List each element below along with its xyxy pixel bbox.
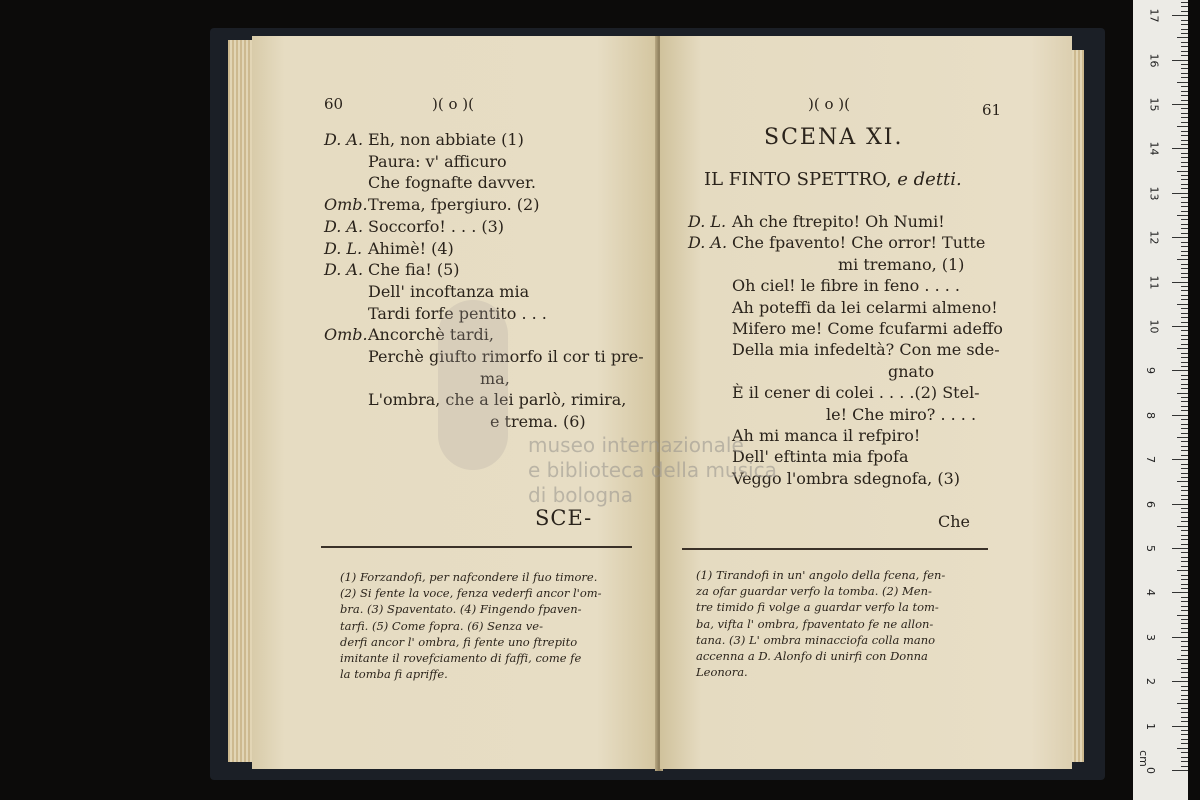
ruler-tick xyxy=(1181,734,1188,735)
ruler-tick xyxy=(1181,29,1188,30)
ruler-tick xyxy=(1172,60,1188,61)
verse-line: Soccorfo! . . . (3) xyxy=(368,216,505,236)
verse-line: Paura: v' afficuro xyxy=(368,151,507,171)
ruler-tick xyxy=(1172,104,1188,105)
ruler-tick xyxy=(1181,477,1188,478)
footnote-line: tana. (3) L' ombra minacciofa colla mano xyxy=(696,632,936,647)
ruler-tick xyxy=(1181,379,1188,380)
footnote-line: bra. (3) Spaventato. (4) Fingendo fpaven- xyxy=(340,602,582,617)
ruler-number: 7 xyxy=(1144,456,1157,464)
footnote-line: za ofar guardar verfo la tomba. (2) Men- xyxy=(696,584,932,599)
footnote-line: derfi ancor l' ombra, fi fente uno ftrepito xyxy=(340,634,578,649)
ruler-tick xyxy=(1172,326,1188,327)
ruler-number: 12 xyxy=(1147,230,1161,245)
ruler-tick xyxy=(1181,743,1188,744)
ruler-tick xyxy=(1181,268,1188,269)
ruler-tick xyxy=(1181,690,1188,691)
ruler-tick xyxy=(1181,166,1188,167)
ruler-tick xyxy=(1177,526,1188,527)
ruler-number: 5 xyxy=(1144,545,1157,552)
ruler-tick xyxy=(1181,162,1188,163)
ruler-tick xyxy=(1181,188,1188,189)
ruler-tick xyxy=(1177,393,1188,394)
ruler-tick xyxy=(1181,628,1188,629)
catchword: SCE- xyxy=(535,506,593,530)
ruler-tick xyxy=(1172,592,1188,593)
ruler-tick xyxy=(1181,2,1188,3)
ruler-tick xyxy=(1181,606,1188,607)
ruler-tick xyxy=(1181,91,1188,92)
ruler-tick xyxy=(1172,237,1188,238)
ruler-number: 3 xyxy=(1144,633,1157,641)
ruler-unit: cm xyxy=(1136,750,1150,767)
watermark-line-2: e biblioteca della musica xyxy=(528,458,777,482)
footnote-line: (2) Si fente la voce, fenza vederfi ancor l'om- xyxy=(340,586,602,601)
ruler-tick xyxy=(1181,211,1188,212)
ruler-tick xyxy=(1181,197,1188,198)
verse-line: Ah che ftrepito! Oh Numi! xyxy=(732,212,945,231)
ruler-tick xyxy=(1177,703,1188,704)
ruler-tick xyxy=(1181,539,1188,540)
ruler-tick xyxy=(1181,46,1188,47)
ruler-tick xyxy=(1181,24,1188,25)
ruler-tick xyxy=(1177,748,1188,749)
ruler-tick xyxy=(1181,677,1188,678)
ruler-tick xyxy=(1181,699,1188,700)
footnote-line: Leonora. xyxy=(696,665,748,680)
ruler-tick xyxy=(1181,357,1188,358)
ruler-tick xyxy=(1177,82,1188,83)
ruler-tick xyxy=(1181,184,1188,185)
ruler-tick xyxy=(1181,6,1188,7)
ruler-tick xyxy=(1181,401,1188,402)
ruler-number: 16 xyxy=(1147,53,1161,68)
ruler-tick xyxy=(1181,406,1188,407)
ruler-tick xyxy=(1172,726,1188,727)
ruler-tick xyxy=(1181,286,1188,287)
ruler-tick xyxy=(1181,131,1188,132)
ruler-tick xyxy=(1177,615,1188,616)
ruler-tick xyxy=(1181,224,1188,225)
catchword: Che xyxy=(938,512,971,531)
ruler-tick xyxy=(1181,641,1188,642)
ruler-tick xyxy=(1181,468,1188,469)
speaker-label: D. A. xyxy=(688,233,728,253)
ruler-tick xyxy=(1181,251,1188,252)
ruler-tick xyxy=(1172,548,1188,549)
footnote-line: (1) Forzandofi, per nafcondere il fuo timore. xyxy=(340,570,598,584)
verse-line: le! Che miro? . . . . xyxy=(826,404,977,424)
ruler-tick xyxy=(1181,579,1188,580)
ruler-tick xyxy=(1181,530,1188,531)
ruler-tick xyxy=(1181,299,1188,300)
ruler-tick xyxy=(1181,108,1188,109)
ruler-tick xyxy=(1181,575,1188,576)
footnote-line: (1) Tirandofi in un' angolo della fcena, fen- xyxy=(696,568,946,582)
ruler-tick xyxy=(1181,512,1188,513)
verse-line: ma, xyxy=(480,368,510,388)
verse-line: Ah mi manca il refpiro! xyxy=(732,426,921,445)
ruler-tick xyxy=(1181,752,1188,753)
ruler-number: 11 xyxy=(1147,275,1161,290)
ruler-tick xyxy=(1181,557,1188,558)
ruler-tick xyxy=(1181,650,1188,651)
ruler-tick xyxy=(1181,140,1188,141)
verse-line: Oh ciel! le fibre in feno . . . . xyxy=(732,276,960,296)
ruler-tick xyxy=(1181,757,1188,758)
footnote-line: tarfi. (5) Come fopra. (6) Senza ve- xyxy=(340,618,543,633)
ruler-tick xyxy=(1181,68,1188,69)
ruler-number: 10 xyxy=(1147,319,1161,334)
verse-line: Perchè giufto rimorfo il cor ti pre- xyxy=(368,347,644,366)
ruler-tick xyxy=(1177,481,1188,482)
ruler-tick xyxy=(1181,708,1188,709)
ruler-number: 13 xyxy=(1147,186,1161,201)
ruler-tick xyxy=(1181,655,1188,656)
speaker-label: D. A. xyxy=(324,130,364,149)
ruler-number: 9 xyxy=(1144,367,1157,375)
footnote-line: imitante il rovefciamento di faffi, come fe xyxy=(340,651,582,665)
ruler-tick xyxy=(1181,330,1188,331)
speaker-label: D. L. xyxy=(688,212,727,231)
verse-line: Trema, fpergiuro. (2) xyxy=(368,195,540,215)
ruler-number: 14 xyxy=(1147,141,1161,156)
ruler-tick xyxy=(1181,584,1188,585)
verse-line: Ahimè! (4) xyxy=(368,238,454,258)
ruler-tick xyxy=(1177,348,1188,349)
ruler-number: 4 xyxy=(1144,589,1157,597)
ruler-tick xyxy=(1181,388,1188,389)
footnote-line: ba, vifta l' ombra, fpaventato fe ne allon- xyxy=(696,616,934,631)
scene-subtitle xyxy=(704,170,962,190)
ruler-tick xyxy=(1181,535,1188,536)
page-number: 60 xyxy=(324,95,344,113)
ruler-tick xyxy=(1181,64,1188,65)
ruler-tick xyxy=(1181,441,1188,442)
verse-line: È il cener di colei . . . .(2) Stel- xyxy=(732,383,980,403)
verse-line: mi tremano, (1) xyxy=(838,254,965,274)
ruler-number: 15 xyxy=(1147,97,1161,112)
ruler-tick xyxy=(1181,264,1188,265)
ruler-tick xyxy=(1181,51,1188,52)
ruler-tick xyxy=(1181,175,1188,176)
ruler-tick xyxy=(1181,433,1188,434)
ruler-tick xyxy=(1181,117,1188,118)
ruler-number: 2 xyxy=(1144,678,1157,686)
ruler-tick xyxy=(1181,290,1188,291)
ruler-tick xyxy=(1181,552,1188,553)
ruler-tick xyxy=(1181,384,1188,385)
ruler-tick xyxy=(1181,610,1188,611)
ruler-tick xyxy=(1181,672,1188,673)
ruler-tick xyxy=(1181,486,1188,487)
ruler-tick xyxy=(1177,215,1188,216)
ruler-tick xyxy=(1172,370,1188,371)
ruler-tick xyxy=(1181,153,1188,154)
speaker-label: D. A. xyxy=(324,260,364,280)
ruler-tick xyxy=(1172,193,1188,194)
ruler-tick xyxy=(1181,464,1188,465)
ruler-tick xyxy=(1181,122,1188,123)
ruler-tick xyxy=(1181,179,1188,180)
ruler-tick xyxy=(1181,322,1188,323)
ruler-tick xyxy=(1181,339,1188,340)
speaker-label: D. A. xyxy=(324,216,364,236)
ruler-tick xyxy=(1172,770,1188,771)
ruler-tick xyxy=(1181,663,1188,664)
ruler-tick xyxy=(1181,717,1188,718)
ruler-tick xyxy=(1177,37,1188,38)
ruler-tick xyxy=(1181,202,1188,203)
ruler-tick xyxy=(1181,233,1188,234)
ruler-tick xyxy=(1181,473,1188,474)
page-number: 61 xyxy=(982,101,1002,119)
header-ornament: )( o )( xyxy=(808,95,850,113)
ruler-tick xyxy=(1181,566,1188,567)
left-page-edges xyxy=(228,40,254,762)
verse-line: Veggo l'ombra sdegnofa, (3) xyxy=(732,468,960,488)
ruler-tick xyxy=(1181,317,1188,318)
ruler-tick xyxy=(1181,277,1188,278)
ruler-tick xyxy=(1181,623,1188,624)
ruler-tick xyxy=(1181,588,1188,589)
ruler-tick xyxy=(1172,148,1188,149)
ruler-tick xyxy=(1181,353,1188,354)
ruler-tick xyxy=(1181,255,1188,256)
ruler-tick xyxy=(1181,561,1188,562)
verse-line: Dell' incoftanza mia xyxy=(368,281,530,301)
verse-line: gnato xyxy=(888,361,935,381)
ruler-tick xyxy=(1181,11,1188,12)
footnote-line: accenna a D. Alonfo di unirfi con Donna xyxy=(696,649,928,663)
ruler-tick xyxy=(1181,446,1188,447)
ruler-tick xyxy=(1177,126,1188,127)
footnote-line: tre timido fi volge a guardar verfo la tom- xyxy=(696,600,939,615)
scene-title: SCENA XI. xyxy=(764,125,904,150)
ruler-tick xyxy=(1172,459,1188,460)
ruler-tick xyxy=(1181,273,1188,274)
verse-line: Della mia infedeltà? Con me sde- xyxy=(732,340,1000,360)
speaker-label: Omb. xyxy=(324,195,368,215)
watermark-line-3: di bologna xyxy=(528,483,633,507)
ruler-tick xyxy=(1181,686,1188,687)
verse-line: Che fognafte davver. xyxy=(368,173,536,193)
verse-line: Tardi forfe pentito . . . xyxy=(368,303,547,323)
ruler-tick xyxy=(1181,366,1188,367)
ruler-tick xyxy=(1181,135,1188,136)
ruler-tick xyxy=(1181,455,1188,456)
ruler-tick xyxy=(1177,259,1188,260)
measurement-ruler xyxy=(1133,0,1188,800)
ruler-tick xyxy=(1172,15,1188,16)
verse-line: Che fpavento! Che orror! Tutte xyxy=(732,233,986,253)
ruler-number: 6 xyxy=(1144,500,1157,508)
verse-line: Ancorchè tardi, xyxy=(368,325,494,345)
ruler-tick xyxy=(1181,419,1188,420)
ruler-number: 1 xyxy=(1144,722,1157,730)
ruler-tick xyxy=(1181,521,1188,522)
ruler-tick xyxy=(1181,761,1188,762)
verse-line: Eh, non abbiate (1) xyxy=(368,130,524,149)
ruler-tick xyxy=(1172,415,1188,416)
ruler-tick xyxy=(1181,397,1188,398)
ruler-tick xyxy=(1181,428,1188,429)
ruler-tick xyxy=(1181,450,1188,451)
verse-line: Dell' eftinta mia fpofa xyxy=(732,447,909,467)
ruler-tick xyxy=(1181,508,1188,509)
ruler-tick xyxy=(1181,730,1188,731)
speaker-label: Omb. xyxy=(324,325,368,345)
ruler-tick xyxy=(1181,308,1188,309)
ruler-tick xyxy=(1181,495,1188,496)
ruler-tick xyxy=(1181,246,1188,247)
ruler-tick xyxy=(1181,20,1188,21)
ruler-tick xyxy=(1181,597,1188,598)
ruler-tick xyxy=(1181,739,1188,740)
ruler-tick xyxy=(1181,499,1188,500)
ruler-tick xyxy=(1181,695,1188,696)
ruler-number: 17 xyxy=(1147,8,1161,23)
right-page xyxy=(660,36,1072,769)
ruler-tick xyxy=(1177,570,1188,571)
ruler-tick xyxy=(1177,437,1188,438)
ruler-tick xyxy=(1181,344,1188,345)
right-page-edges xyxy=(1070,50,1084,762)
ruler-tick xyxy=(1181,490,1188,491)
ruler-tick xyxy=(1181,410,1188,411)
ruler-tick xyxy=(1181,77,1188,78)
ruler-tick xyxy=(1181,544,1188,545)
ruler-tick xyxy=(1181,73,1188,74)
ruler-tick xyxy=(1181,668,1188,669)
ruler-tick xyxy=(1181,33,1188,34)
footnote-line: la tomba fi apriffe. xyxy=(340,667,448,682)
ruler-tick xyxy=(1172,282,1188,283)
ruler-tick xyxy=(1181,206,1188,207)
ruler-tick xyxy=(1181,157,1188,158)
header-ornament: )( o )( xyxy=(432,95,474,113)
ruler-tick xyxy=(1181,375,1188,376)
ruler-tick xyxy=(1181,646,1188,647)
ruler-tick xyxy=(1181,766,1188,767)
speaker-label: D. L. xyxy=(324,238,363,258)
ruler-tick xyxy=(1181,362,1188,363)
ruler-tick xyxy=(1181,42,1188,43)
ruler-tick xyxy=(1181,113,1188,114)
scene-subtitle-tail: e detti. xyxy=(897,169,962,190)
verse-line: L'ombra, che a lei parlò, rimira, xyxy=(368,390,627,410)
ruler-tick xyxy=(1181,55,1188,56)
ruler-tick xyxy=(1181,219,1188,220)
ruler-tick xyxy=(1181,100,1188,101)
ruler-tick xyxy=(1181,144,1188,145)
ruler-tick xyxy=(1181,335,1188,336)
ruler-tick xyxy=(1181,632,1188,633)
verse-line: e trema. (6) xyxy=(490,412,586,432)
ruler-tick xyxy=(1181,242,1188,243)
ruler-tick xyxy=(1181,95,1188,96)
ruler-tick xyxy=(1181,424,1188,425)
verse-line: Che fia! (5) xyxy=(368,260,460,280)
ruler-tick xyxy=(1181,295,1188,296)
ruler-tick xyxy=(1181,712,1188,713)
ruler-number: 8 xyxy=(1144,411,1157,419)
ruler-tick xyxy=(1181,601,1188,602)
verse-line: Mifero me! Come fcufarmi adeffo xyxy=(732,319,1003,338)
watermark-logo xyxy=(438,300,508,470)
ruler-tick xyxy=(1172,504,1188,505)
scene-subtitle-main: IL FINTO SPETTRO, xyxy=(704,169,892,190)
ruler-tick xyxy=(1181,721,1188,722)
ruler-tick xyxy=(1177,659,1188,660)
ruler-number: 0 xyxy=(1144,767,1157,774)
ruler-tick xyxy=(1177,171,1188,172)
footnote-rule xyxy=(682,548,988,550)
watermark-line-1: museo internazionale xyxy=(528,433,744,457)
verse-line: Ah poteffi da lei celarmi almeno! xyxy=(732,297,998,317)
footnote-rule xyxy=(321,546,632,548)
ruler-tick xyxy=(1181,517,1188,518)
ruler-tick xyxy=(1181,86,1188,87)
ruler-tick xyxy=(1177,304,1188,305)
ruler-tick xyxy=(1181,313,1188,314)
ruler-tick xyxy=(1181,228,1188,229)
ruler-tick xyxy=(1172,637,1188,638)
ruler-tick xyxy=(1172,681,1188,682)
ruler-tick xyxy=(1181,619,1188,620)
